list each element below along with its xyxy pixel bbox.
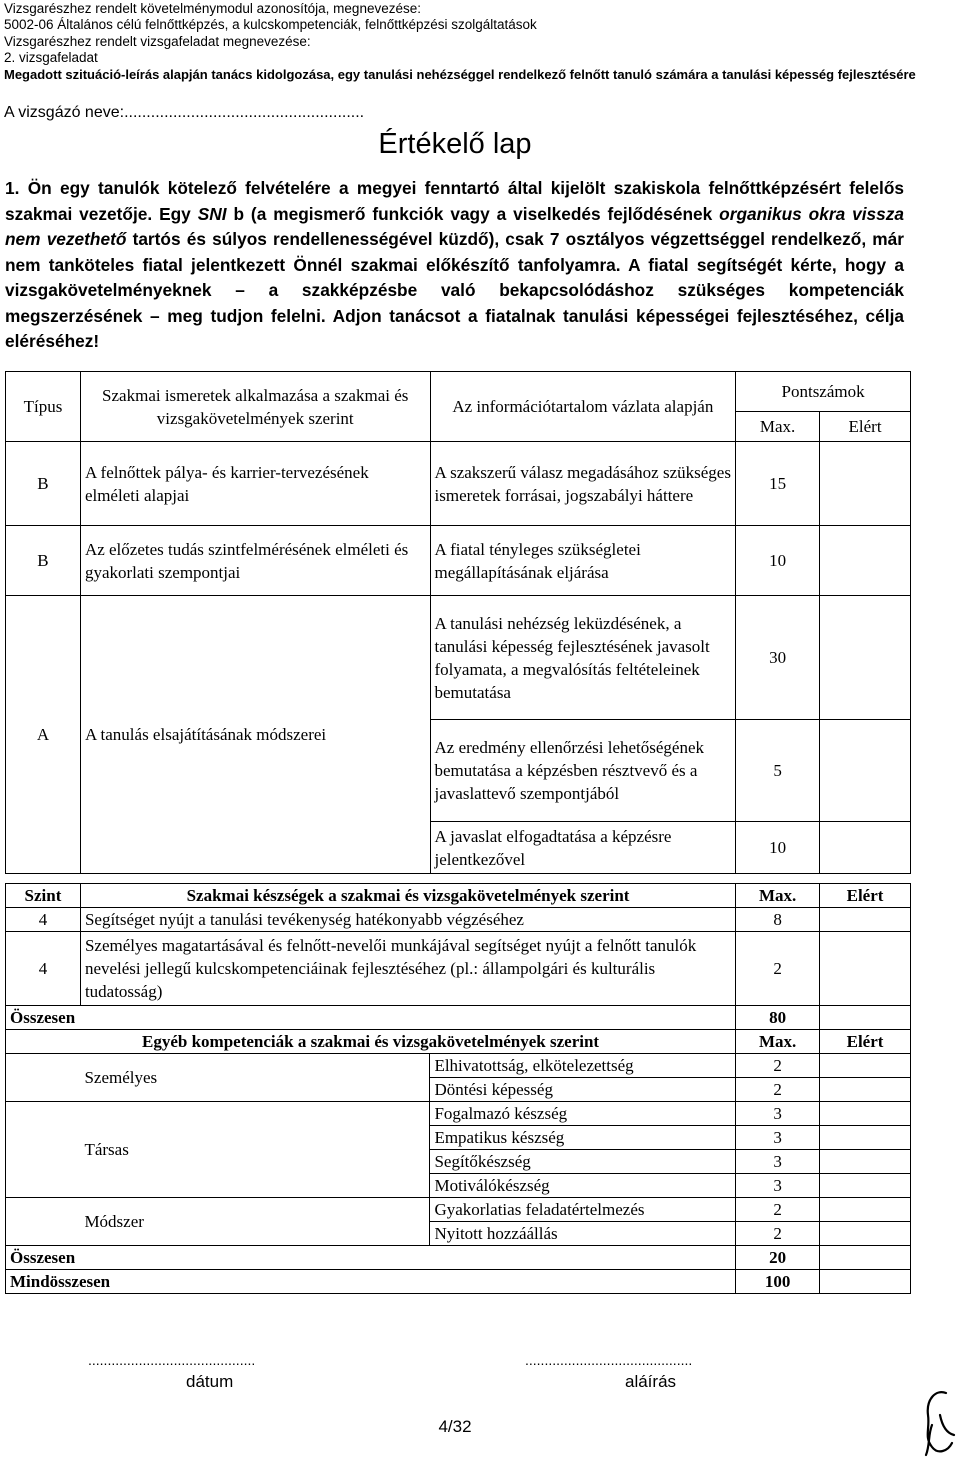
cell-tipus: A — [6, 596, 81, 874]
cell-elert[interactable] — [820, 908, 911, 932]
handwritten-signature — [918, 1385, 958, 1460]
cell-skill: Segítséget nyújt a tanulási tevékenység hatékonyabb végzéséhez — [80, 908, 735, 932]
header-task-name: Megadott szituáció-leírás alapján tanács kidolgozása, egy tanulási nehézséggel rendelkező felnőtt tanuló számára a tanulási képesség fejlesztésére — [4, 67, 916, 82]
competency-scoring-table — [5, 883, 911, 1294]
cell-max: 10 — [736, 822, 820, 874]
cell-max: 30 — [736, 596, 820, 720]
cell-elert[interactable] — [820, 1102, 911, 1126]
subtotal-label: Összesen — [6, 1006, 736, 1030]
table-row — [6, 1270, 911, 1294]
cell-tipus: B — [6, 526, 81, 596]
col-header-szakmai: Szakmai ismeretek alkalmazása a szakmai és vizsgakövetelmények szerint — [80, 372, 430, 442]
cell-max: 2 — [736, 1198, 820, 1222]
task-description: 1. Ön egy tanulók kötelező felvételére a megyei fenntartó által kijelölt szakiskola felnőttképzésért felelős szakmai vezetője. Egy SNI b (a megismerő funkciók vagy a viselkedés fejlődésének organikus okra vissza nem vezethető tartós és súlyos rendellenességével küzdő), csak 7 osztályos végzettséggel rendelkező, már nem tanköteles fiatal jelentkezett Önnél szakmai előkészítő tanfolyamra. A fiatal segítségét kérte, hogy a vizsgakövetelményeknek – a szakképzésbe való bekapcsolódáshoz szükséges kompetenciák megszerzésének – meg tudjon felelni. Adjon tanácsot a fiatalnak tanulási képességei fejlesztéséhez, célja eléréséhez! — [5, 178, 904, 351]
date-dotted-line: ........................................... — [88, 1352, 256, 1368]
date-label: dátum — [186, 1372, 234, 1391]
page-title: Értékelő lap — [378, 128, 532, 160]
cell-info: A szakszerű válasz megadásához szükséges ismeretek forrásai, jogszabályi háttere — [430, 442, 736, 526]
cell-max: 2 — [736, 932, 820, 1006]
cell-competency: Segítőkészség — [430, 1150, 736, 1174]
table-row — [6, 1006, 911, 1030]
subtotal-value: 80 — [736, 1006, 820, 1030]
cell-elert[interactable] — [820, 932, 911, 1006]
cell-elert[interactable] — [820, 1222, 911, 1246]
cell-tipus: B — [6, 442, 81, 526]
cell-elert[interactable] — [820, 1246, 911, 1270]
cell-max: 2 — [736, 1054, 820, 1078]
cell-elert[interactable] — [820, 596, 911, 720]
col-header-elert: Elért — [820, 884, 911, 908]
cell-elert[interactable] — [820, 822, 911, 874]
table-row — [6, 1198, 911, 1222]
header-task-number: 2. vizsgafeladat — [4, 50, 98, 65]
group-modszer: Módszer — [80, 1198, 430, 1246]
col-header-elert: Elért — [820, 412, 911, 442]
table-row — [6, 526, 911, 596]
cell-max: 10 — [736, 526, 820, 596]
cell-elert[interactable] — [820, 1006, 911, 1030]
cell-elert[interactable] — [820, 1078, 911, 1102]
cell-max: 8 — [736, 908, 820, 932]
header-module-label: Vizsgarészhez rendelt követelménymodul azonosítója, megnevezése: — [4, 1, 421, 16]
table-row — [6, 1102, 911, 1126]
cell-szakmai: A felnőttek pálya- és karrier-tervezésének elméleti alapjai — [80, 442, 430, 526]
col-header-tipus: Típus — [6, 372, 81, 442]
cell-info: Az eredmény ellenőrzési lehetőségének bemutatása a képzésben résztvevő és a javaslattevő szempontjából — [430, 720, 736, 822]
col-header-elert: Elért — [820, 1030, 911, 1054]
table-row — [6, 908, 911, 932]
cell-elert[interactable] — [820, 442, 911, 526]
table-row — [6, 1054, 911, 1078]
table-row — [6, 596, 911, 720]
subtotal-label: Összesen — [6, 1246, 736, 1270]
col-header-keszseg: Szakmai készségek a szakmai és vizsgakövetelmények szerint — [80, 884, 735, 908]
cell-max: 15 — [736, 442, 820, 526]
grand-total-label: Mindösszesen — [6, 1270, 736, 1294]
table-row — [6, 932, 911, 1006]
col-header-info: Az információtartalom vázlata alapján — [430, 372, 736, 442]
cell-max: 2 — [736, 1078, 820, 1102]
cell-szakmai: Az előzetes tudás szintfelmérésének elméleti és gyakorlati szempontjai — [80, 526, 430, 596]
cell-elert[interactable] — [820, 1054, 911, 1078]
cell-competency: Gyakorlatias feladatértelmezés — [430, 1198, 736, 1222]
cell-elert[interactable] — [820, 720, 911, 822]
col-header-egyeb: Egyéb kompetenciák a szakmai és vizsgakövetelmények szerint — [6, 1030, 736, 1054]
col-header-pontszamok: Pontszámok — [736, 372, 911, 412]
cell-info: A javaslat elfogadtatása a képzésre jelentkezővel — [430, 822, 736, 874]
col-header-szint: Szint — [6, 884, 81, 908]
cell-szint: 4 — [6, 908, 81, 932]
cell-elert[interactable] — [820, 526, 911, 596]
header-module-name: 5002-06 Általános célú felnőttképzés, a kulcskompetenciák, felnőttképzési szolgáltatások — [4, 17, 537, 32]
group-tarsas: Társas — [80, 1102, 430, 1198]
cell-max: 2 — [736, 1222, 820, 1246]
cell-skill: Személyes magatartásával és felnőtt-nevelői munkájával segítséget nyújt a felnőtt tanulók nevelési jellegű kulcskompetenciáinak fejlesztéséhez (pl.: állampolgári és kulturális tudatosság) — [80, 932, 735, 1006]
cell-max: 3 — [736, 1174, 820, 1198]
cell-competency: Döntési képesség — [430, 1078, 736, 1102]
cell-max: 5 — [736, 720, 820, 822]
grand-total-value: 100 — [736, 1270, 820, 1294]
cell-elert[interactable] — [820, 1198, 911, 1222]
cell-elert[interactable] — [820, 1150, 911, 1174]
signature-label: aláírás — [625, 1372, 677, 1391]
cell-competency: Empatikus készség — [430, 1126, 736, 1150]
cell-competency: Nyitott hozzáállás — [430, 1222, 736, 1246]
table-row — [6, 442, 911, 526]
cell-max: 3 — [736, 1102, 820, 1126]
cell-competency: Motiválókészség — [430, 1174, 736, 1198]
cell-szakmai: A tanulás elsajátításának módszerei — [80, 596, 430, 874]
cell-elert[interactable] — [820, 1126, 911, 1150]
page-number: 4/32 — [438, 1417, 472, 1436]
header-task-label: Vizsgarészhez rendelt vizsgafeladat megnevezése: — [4, 34, 311, 49]
cell-info: A tanulási nehézség leküzdésének, a tanulási képesség fejlesztésének javasolt folyamata, a megvalósítás feltételeinek bemutatása — [430, 596, 736, 720]
col-header-max: Max. — [736, 884, 820, 908]
cell-competency: Elhivatottság, elkötelezettség — [430, 1054, 736, 1078]
subtotal-value: 20 — [736, 1246, 820, 1270]
cell-max: 3 — [736, 1126, 820, 1150]
knowledge-scoring-table — [5, 371, 911, 874]
group-szemelyes: Személyes — [80, 1054, 430, 1102]
cell-szint: 4 — [6, 932, 81, 1006]
candidate-name-field: A vizsgázó neve:...................................................... — [4, 104, 365, 121]
col-header-max: Max. — [736, 1030, 820, 1054]
cell-elert[interactable] — [820, 1270, 911, 1294]
table-row — [6, 1246, 911, 1270]
cell-elert[interactable] — [820, 1174, 911, 1198]
signature-dotted-line: ........................................... — [525, 1352, 693, 1368]
col-header-max: Max. — [736, 412, 820, 442]
cell-max: 3 — [736, 1150, 820, 1174]
cell-competency: Fogalmazó készség — [430, 1102, 736, 1126]
cell-info: A fiatal tényleges szükségletei megállapításának eljárása — [430, 526, 736, 596]
